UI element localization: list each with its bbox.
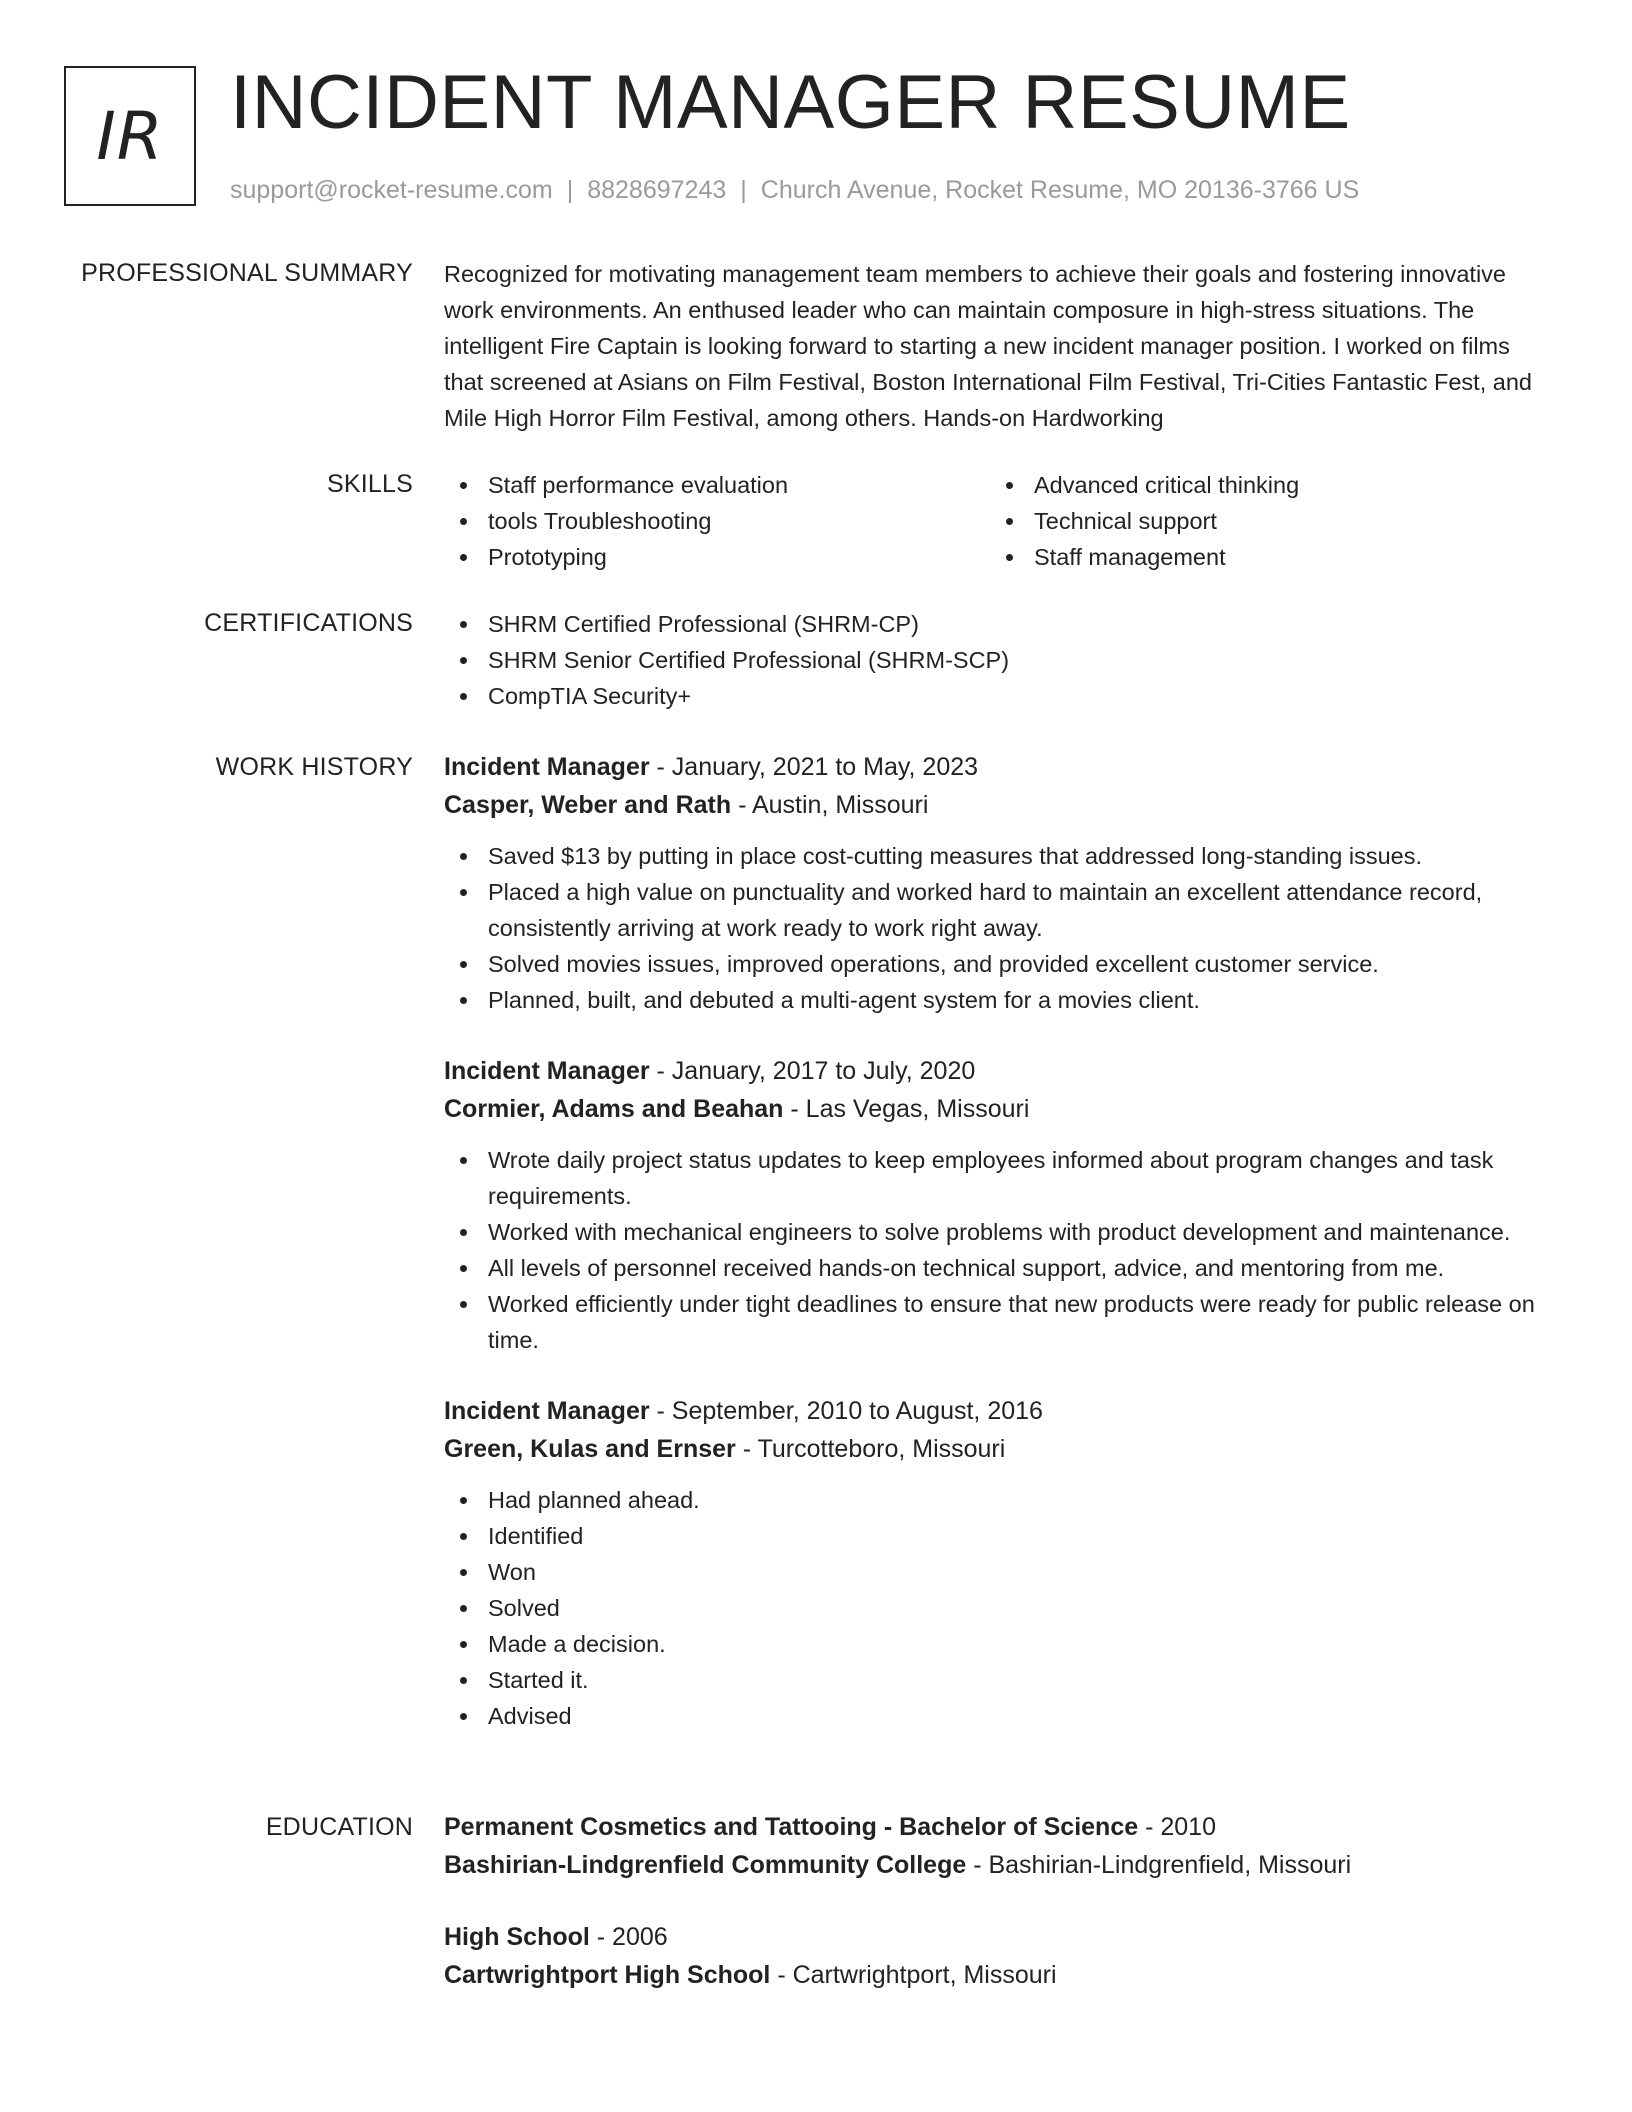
education-degree-line (444, 1918, 1554, 1956)
section-heading-summary: PROFESSIONAL SUMMARY (81, 259, 413, 287)
education-location: - Bashirian-Lindgrenfield, Missouri (966, 1851, 1352, 1879)
skill-item: tools Troubleshooting (444, 503, 990, 539)
section-heading-certifications: CERTIFICATIONS (204, 609, 413, 637)
job-bullet: Solved movies issues, improved operations, and provided excellent customer service. (444, 946, 1554, 982)
education-school: Cartwrightport High School (444, 1961, 771, 1989)
job-title: Incident Manager (444, 1057, 650, 1085)
job-bullet: Solved (444, 1590, 1554, 1626)
education-school: Bashirian-Lindgrenfield Community College (444, 1851, 967, 1879)
contact-line (230, 174, 1359, 206)
certifications-body (444, 606, 1554, 714)
job-bullet: Won (444, 1554, 1554, 1590)
job-location: - Turcotteboro, Missouri (735, 1435, 1006, 1463)
education-entry (444, 1918, 1554, 1994)
job-location: - Las Vegas, Missouri (783, 1095, 1030, 1123)
certification-item: SHRM Senior Certified Professional (SHRM-SCP) (444, 642, 1554, 678)
contact-separator: | (566, 176, 574, 204)
education-year: - 2010 (1138, 1813, 1216, 1841)
skills-body (444, 467, 1554, 575)
job-title: Incident Manager (444, 753, 650, 781)
certifications-list (444, 606, 1554, 714)
summary-text: Recognized for motivating management team members to achieve their goals and fostering innovative work environments. An enthused leader who can maintain composure in high-stress situations. The intelligent Fire Captain is looking forward to starting a new incident manager position. I worked on films that screened at Asians on Film Festival, Boston International Film Festival, Tri-Cities Fantastic Fest, and Mile High Horror Film Festival, among others. Hands-on Hardworking (444, 261, 1532, 431)
job-dates: - January, 2017 to July, 2020 (649, 1057, 976, 1085)
skill-item: Staff performance evaluation (444, 467, 990, 503)
contact-address: Church Avenue, Rocket Resume, MO 20136-3766 US (760, 176, 1360, 204)
job-bullet: Saved $13 by putting in place cost-cutting measures that addressed long-standing issues. (444, 838, 1554, 874)
skill-item: Technical support (990, 503, 1536, 539)
education-body (444, 1808, 1554, 2028)
job-dates: - September, 2010 to August, 2016 (649, 1397, 1043, 1425)
job-dates: - January, 2021 to May, 2023 (649, 753, 979, 781)
certification-item: CompTIA Security+ (444, 678, 1554, 714)
monogram-box (64, 66, 196, 206)
job-bullet: Had planned ahead. (444, 1482, 1554, 1518)
section-heading-skills: SKILLS (327, 470, 413, 498)
job-entry (444, 1052, 1554, 1358)
job-company-line (444, 786, 1554, 824)
job-location: - Austin, Missouri (731, 791, 929, 819)
summary-body (444, 256, 1554, 436)
page-title: INCIDENT MANAGER RESUME (230, 60, 1351, 145)
job-company: Casper, Weber and Rath (444, 791, 732, 819)
job-company-line (444, 1430, 1554, 1468)
job-title-line (444, 1392, 1554, 1430)
job-bullet-list (444, 1142, 1554, 1358)
skill-item: Staff management (990, 539, 1536, 575)
education-year: - 2006 (589, 1923, 668, 1951)
job-bullet: Advised (444, 1698, 1554, 1734)
skills-list (444, 467, 1554, 575)
job-bullet: All levels of personnel received hands-on technical support, advice, and mentoring from me. (444, 1250, 1554, 1286)
skill-item: Advanced critical thinking (990, 467, 1536, 503)
job-bullet: Placed a high value on punctuality and worked hard to maintain an excellent attendance record, consistently arriving at work ready to work right away. (444, 874, 1554, 946)
section-heading-work-history: WORK HISTORY (215, 753, 413, 781)
job-entry (444, 1392, 1554, 1734)
education-degree: Permanent Cosmetics and Tattooing - Bachelor of Science (444, 1813, 1139, 1841)
contact-email: support@rocket-resume.com (230, 176, 553, 204)
job-bullet-list (444, 838, 1554, 1018)
contact-separator: | (740, 176, 747, 204)
job-bullet: Started it. (444, 1662, 1554, 1698)
job-bullet: Worked efficiently under tight deadlines to ensure that new products were ready for public release on time. (444, 1286, 1554, 1358)
education-degree: High School (444, 1923, 590, 1951)
contact-phone: 8828697243 (587, 176, 727, 204)
job-company: Green, Kulas and Ernser (444, 1435, 736, 1463)
job-bullet: Wrote daily project status updates to keep employees informed about program changes and task requirements. (444, 1142, 1554, 1214)
job-company: Cormier, Adams and Beahan (444, 1095, 784, 1123)
education-degree-line (444, 1808, 1554, 1846)
job-title: Incident Manager (444, 1397, 650, 1425)
job-bullet: Made a decision. (444, 1626, 1554, 1662)
job-bullet: Identified (444, 1518, 1554, 1554)
education-location: - Cartwrightport, Missouri (770, 1961, 1057, 1989)
work-history-body (444, 748, 1554, 1768)
skill-item: Prototyping (444, 539, 990, 575)
job-bullet-list (444, 1482, 1554, 1734)
education-school-line (444, 1846, 1554, 1884)
job-title-line (444, 748, 1554, 786)
monogram-initials: IR (96, 97, 164, 175)
education-entry (444, 1808, 1554, 1884)
job-company-line (444, 1090, 1554, 1128)
job-bullet: Worked with mechanical engineers to solve problems with product development and maintenance. (444, 1214, 1554, 1250)
section-heading-education: EDUCATION (265, 1813, 413, 1841)
job-bullet: Planned, built, and debuted a multi-agent system for a movies client. (444, 982, 1554, 1018)
job-entry (444, 748, 1554, 1018)
certification-item: SHRM Certified Professional (SHRM-CP) (444, 606, 1554, 642)
education-school-line (444, 1956, 1554, 1994)
job-title-line (444, 1052, 1554, 1090)
